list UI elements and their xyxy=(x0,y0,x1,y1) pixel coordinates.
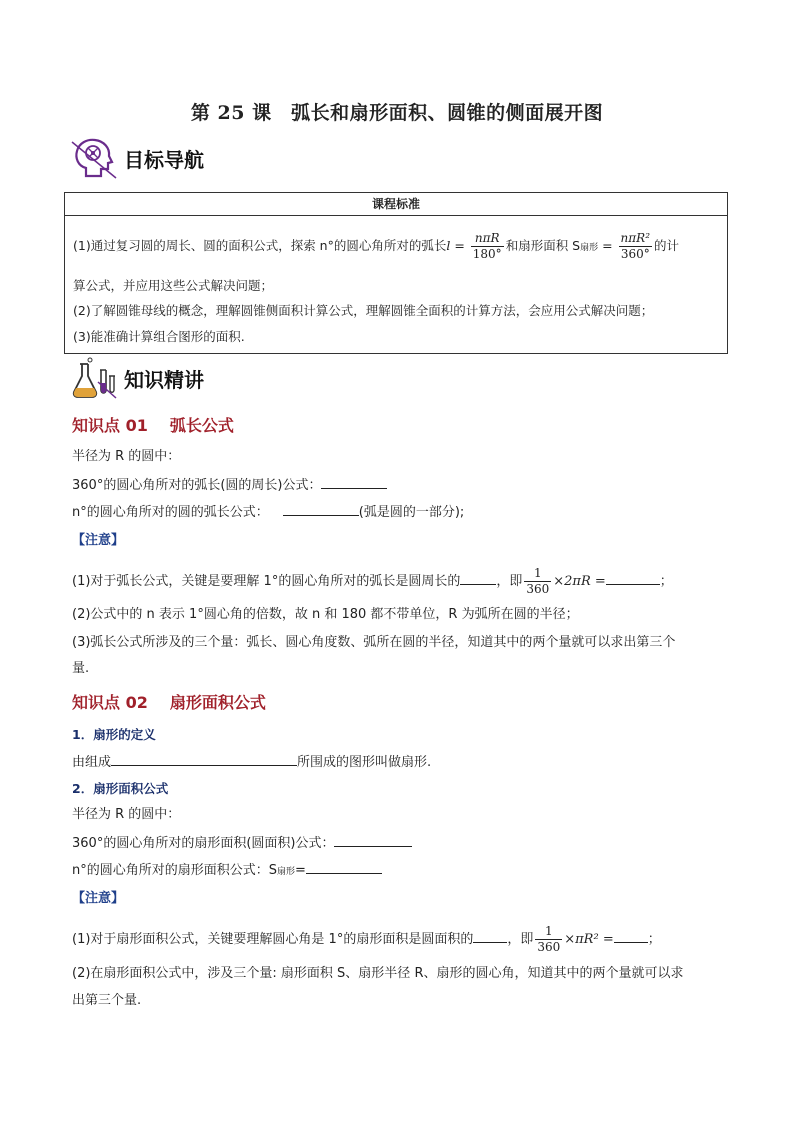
kp2-note-2-cont: 出第三个量. xyxy=(72,993,142,1008)
kp2-blank-sector-area[interactable] xyxy=(306,860,382,874)
kp1-note-label: 【注意】 xyxy=(72,533,125,548)
kp1-note-3-cont: 量. xyxy=(72,661,90,676)
section-knowledge-header xyxy=(70,358,204,398)
standard-item-3: (3)能准确计算组合图形的面积. xyxy=(73,329,245,344)
kp2-line-2: 360°的圆心角所对的扇形面积(圆面积)公式： xyxy=(72,833,412,853)
knowledge-point-02-heading: 知识点 02 扇形面积公式 xyxy=(72,693,266,712)
kp2-line-3: n°的圆心角所对的扇形面积公式：S扇形= xyxy=(72,860,382,881)
kp1-note1-blank-b[interactable] xyxy=(606,571,660,585)
kp1-line-3: n°的圆心角所对的圆的弧长公式： (弧是圆的一部分); xyxy=(72,502,464,522)
kp2-blank-circle-area[interactable] xyxy=(334,833,412,847)
kp2-note-1: (1)对于扇形面积公式，关键要理解圆心角是 1°的扇形面积是圆面积的 ，即 $\frac{1}{360}$ ×πR² = ； xyxy=(72,924,661,954)
page-title: 第 25 课 弧长和扇形面积、圆锥的侧面展开图 xyxy=(190,102,604,124)
standard-item-2: (2)了解圆锥母线的概念，理解圆锥侧面积计算公式，理解圆锥全面积的计算方法，会应用公式解决问题； xyxy=(73,303,654,318)
kp1-fraction: $\frac{1}{360}$ xyxy=(526,566,550,596)
section-goals-title: 目标导航 xyxy=(124,147,204,172)
kp2-note1-blank-b[interactable] xyxy=(614,929,648,943)
head-brain-icon xyxy=(70,136,118,180)
kp2-fraction: $\frac{1}{360}$ xyxy=(537,924,561,954)
kp1-note-3: (3)弧长公式所涉及的三个量：弧长、圆心角度数、弧所在圆的半径，知道其中的两个量就可以求出第三个 xyxy=(72,635,676,650)
knowledge-point-01-heading: 知识点 01 弧长公式 xyxy=(72,416,234,435)
kp2-blank-definition[interactable] xyxy=(111,752,297,766)
course-standards-box xyxy=(64,192,728,354)
course-standards-header: 课程标准 xyxy=(65,193,727,216)
kp2-subsection-2-title: 2．扇形面积公式 xyxy=(72,781,169,796)
lab-flask-icon xyxy=(70,356,118,400)
kp1-line-1: 半径为 R 的圆中： xyxy=(72,449,181,464)
arc-length-fraction: $\frac{\text{nπR}}{180^\circ}$ xyxy=(472,231,502,261)
sector-area-fraction: $\frac{\text{nπR²}}{360^\circ}$ xyxy=(620,231,651,261)
kp1-note1-blank-a[interactable] xyxy=(460,571,496,585)
kp1-note-1: (1)对于弧长公式，关键是要理解 1°的圆心角所对的弧长是圆周长的 ，即 $\frac{1}{360}$ ×2πR = ； xyxy=(72,566,673,596)
section-goals-header xyxy=(70,138,204,178)
standard-item-1-cont: 算公式，并应用这些公式解决问题； xyxy=(73,278,274,293)
section-knowledge-title: 知识精讲 xyxy=(124,367,204,392)
kp1-blank-circumference[interactable] xyxy=(321,475,387,489)
kp2-subsection-1-title: 1．扇形的定义 xyxy=(72,727,156,742)
kp2-note-label: 【注意】 xyxy=(72,891,125,906)
kp2-line-1: 半径为 R 的圆中： xyxy=(72,807,181,822)
kp2-note1-blank-a[interactable] xyxy=(473,929,507,943)
kp2-note-2: (2)在扇形面积公式中，涉及三个量: 扇形面积 S、扇形半径 R、扇形的圆心角，知道其中的两个量就可以求 xyxy=(72,966,684,981)
kp1-blank-arc-length[interactable] xyxy=(283,502,359,516)
kp1-line-2: 360°的圆心角所对的弧长(圆的周长)公式： xyxy=(72,475,387,495)
kp1-note-2: (2)公式中的 n 表示 1°圆心角的倍数，故 n 和 180 都不带单位，R 为弧所在圆的半径； xyxy=(72,607,579,622)
standard-item-1: (1)通过复习圆的周长、圆的面积公式，探索 n°的圆心角所对的弧长l = $\frac{\text{nπR}}{180^\circ}$ 和扇形面积 S扇形 = $\frac{\text{nπR²}}{360^\circ}$ 的计 xyxy=(73,231,680,261)
kp2-sector-definition: 由组成 所围成的图形叫做扇形. xyxy=(72,752,431,772)
